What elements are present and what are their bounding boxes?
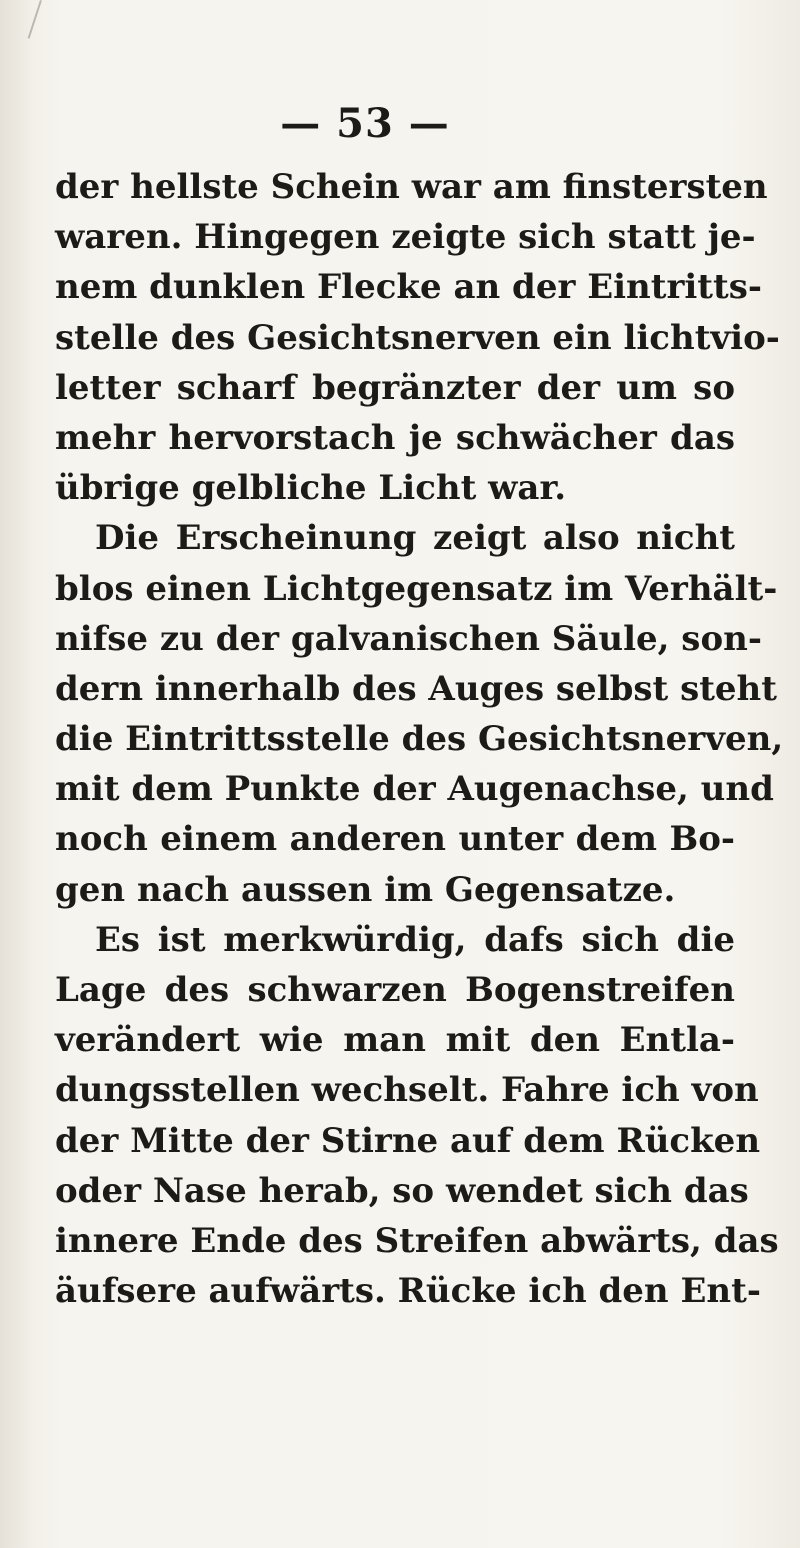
text-line: waren. Hingegen zeigte sich statt je- <box>55 217 756 258</box>
text-line: äufsere aufwärts. Rücke ich den Ent- <box>55 1271 761 1312</box>
text-line-paragraph-end: gen nach aussen im Gegensatze. <box>55 869 676 910</box>
text-line-paragraph-start: Es ist merkwürdig, dafs sich die <box>95 919 735 960</box>
text-line: Lage des schwarzen Bogenstreifen <box>55 970 735 1010</box>
text-line: noch einem anderen unter dem Bo- <box>55 819 735 860</box>
text-line: stelle des Gesichtsnerven ein lichtvio- <box>55 317 780 358</box>
body-text <box>55 162 784 1316</box>
text-line: der hellste Schein war am finstersten <box>55 167 768 207</box>
text-line: verändert wie man mit den Entla- <box>55 1020 735 1061</box>
text-line: mit dem Punkte der Augenachse, und <box>55 769 774 810</box>
text-line: mehr hervorstach je schwächer das <box>55 417 735 458</box>
text-line: oder Nase herab, so wendet sich das <box>55 1170 749 1211</box>
text-line: nem dunklen Flecke an der Eintritts- <box>55 267 762 308</box>
text-line: dungsstellen wechselt. Fahre ich von <box>55 1070 759 1111</box>
text-line: die Eintrittsstelle des Gesichtsnerven, <box>55 719 784 760</box>
text-line-paragraph-end: übrige gelbliche Licht war. <box>55 468 567 509</box>
text-line: letter scharf begränzter der um so <box>55 367 735 408</box>
text-line: der Mitte der Stirne auf dem Rücken <box>55 1120 761 1161</box>
text-line: innere Ende des Streifen abwärts, das <box>55 1220 779 1261</box>
text-line: blos einen Lichtgegensatz im Verhält- <box>55 568 778 609</box>
text-line: nifse zu der galvanischen Säule, son- <box>55 618 762 659</box>
text-line-paragraph-start: Die Erscheinung zeigt also nicht <box>95 518 735 559</box>
scan-shadow-edge <box>0 0 34 1548</box>
page-number: — 53 — <box>280 100 450 147</box>
text-line: dern innerhalb des Auges selbst steht <box>55 668 777 709</box>
